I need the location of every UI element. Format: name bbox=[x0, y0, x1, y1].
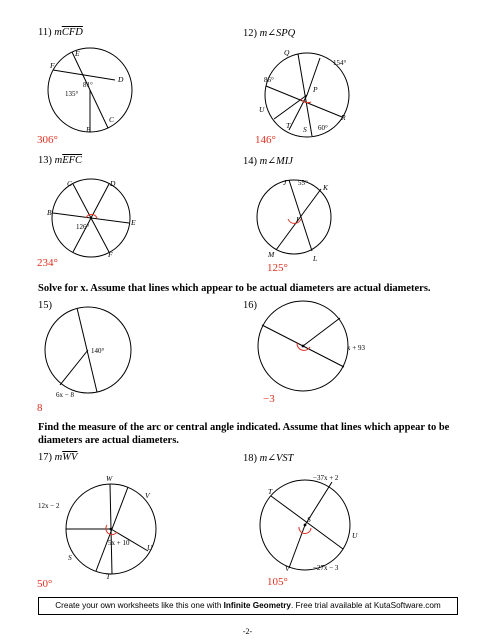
point-label: C bbox=[109, 115, 115, 124]
page-number: -2- bbox=[242, 627, 253, 636]
angle-label: 60° bbox=[318, 124, 328, 132]
point-label: E bbox=[75, 49, 80, 58]
section-instructions-1: Solve for x. Assume that lines which appear to be actual diameters are actual diameters. bbox=[38, 283, 431, 294]
point-label: I bbox=[296, 215, 299, 224]
problem-12-label: 12) m∠SPQ bbox=[243, 28, 296, 39]
answer-18: 105° bbox=[267, 576, 288, 588]
answer-11: 306° bbox=[37, 134, 58, 146]
point-label: C bbox=[67, 179, 73, 188]
point-label: U bbox=[147, 543, 153, 552]
problem-17-label: 17) $m\overline{WV}$ bbox=[38, 452, 78, 463]
point-label: B bbox=[47, 208, 52, 217]
footer-link-text[interactable]: . Free trial available at KutaSoftware.com bbox=[291, 601, 441, 610]
point-label: E bbox=[131, 218, 136, 227]
section-instructions-2: Find the measure of the arc or central angle indicated. Assume that lines which appear to be diameters are actual diameters. bbox=[38, 422, 450, 446]
point-label: U bbox=[259, 105, 265, 114]
angle-label: 5x + 10 bbox=[108, 539, 130, 547]
point-label: M bbox=[268, 250, 275, 259]
point-label: S bbox=[68, 553, 72, 562]
point-label: Q bbox=[284, 48, 290, 57]
diagram-13 bbox=[52, 179, 130, 257]
diagram-15 bbox=[45, 307, 131, 393]
point-label: T bbox=[268, 487, 273, 496]
point-label: P bbox=[313, 85, 318, 94]
diagram-14 bbox=[257, 180, 331, 254]
point-label: V bbox=[145, 491, 150, 500]
point-label: V bbox=[285, 564, 290, 573]
problem-18-label: 18) m∠VST bbox=[243, 453, 294, 464]
angle-label: 81° bbox=[83, 81, 93, 89]
answer-16: −3 bbox=[263, 393, 275, 405]
footer-brand[interactable]: Infinite Geometry bbox=[223, 601, 291, 610]
problem-15-label: 15) bbox=[38, 300, 52, 311]
angle-label: 6x − 8 bbox=[56, 391, 74, 399]
answer-12: 146° bbox=[255, 134, 276, 146]
angle-arc-18 bbox=[299, 527, 311, 534]
problem-13-label: 13) $m\overline{EFC}$ bbox=[38, 155, 83, 166]
footer-text: Create your own worksheets like this one with bbox=[55, 601, 224, 610]
point-label: W bbox=[106, 474, 113, 483]
point-label: F bbox=[108, 250, 113, 259]
answer-15: 8 bbox=[37, 402, 43, 414]
point-label: D bbox=[110, 179, 116, 188]
point-label: S bbox=[307, 515, 311, 524]
angle-label: 86° bbox=[264, 76, 274, 84]
footer-banner bbox=[38, 597, 458, 615]
angle-label: 140° bbox=[91, 347, 105, 355]
point-label: S bbox=[303, 125, 307, 134]
point-label: U bbox=[352, 531, 358, 540]
point-label: J bbox=[283, 178, 287, 187]
point-label: D bbox=[118, 75, 124, 84]
point-label: F bbox=[50, 61, 55, 70]
diagram-11 bbox=[48, 48, 132, 132]
answer-17: 50° bbox=[37, 578, 53, 590]
problem-14-label: 14) m∠MIJ bbox=[243, 156, 293, 167]
angle-label: 135° bbox=[65, 90, 79, 98]
angle-label: −27x − 3 bbox=[313, 564, 339, 572]
angle-label: x + 93 bbox=[347, 344, 365, 352]
angle-label: 154° bbox=[333, 59, 347, 67]
point-label: R bbox=[341, 113, 346, 122]
point-label: T bbox=[286, 121, 291, 130]
angle-label: 55° bbox=[298, 179, 308, 187]
angle-label: −37x + 2 bbox=[313, 474, 339, 482]
point-label: B bbox=[86, 125, 91, 134]
angle-arc-14 bbox=[288, 219, 301, 223]
point-label: T bbox=[106, 572, 111, 581]
angle-label: 12x − 2 bbox=[38, 502, 60, 510]
point-label: L bbox=[313, 254, 318, 263]
problem-11-label: 11) $m\overline{CFD}$ bbox=[38, 27, 83, 38]
angle-label: 126° bbox=[76, 223, 90, 231]
answer-14: 125° bbox=[267, 262, 288, 274]
answer-13: 234° bbox=[37, 257, 58, 269]
point-label: K bbox=[323, 183, 329, 192]
problem-16-label: 16) bbox=[243, 300, 257, 311]
